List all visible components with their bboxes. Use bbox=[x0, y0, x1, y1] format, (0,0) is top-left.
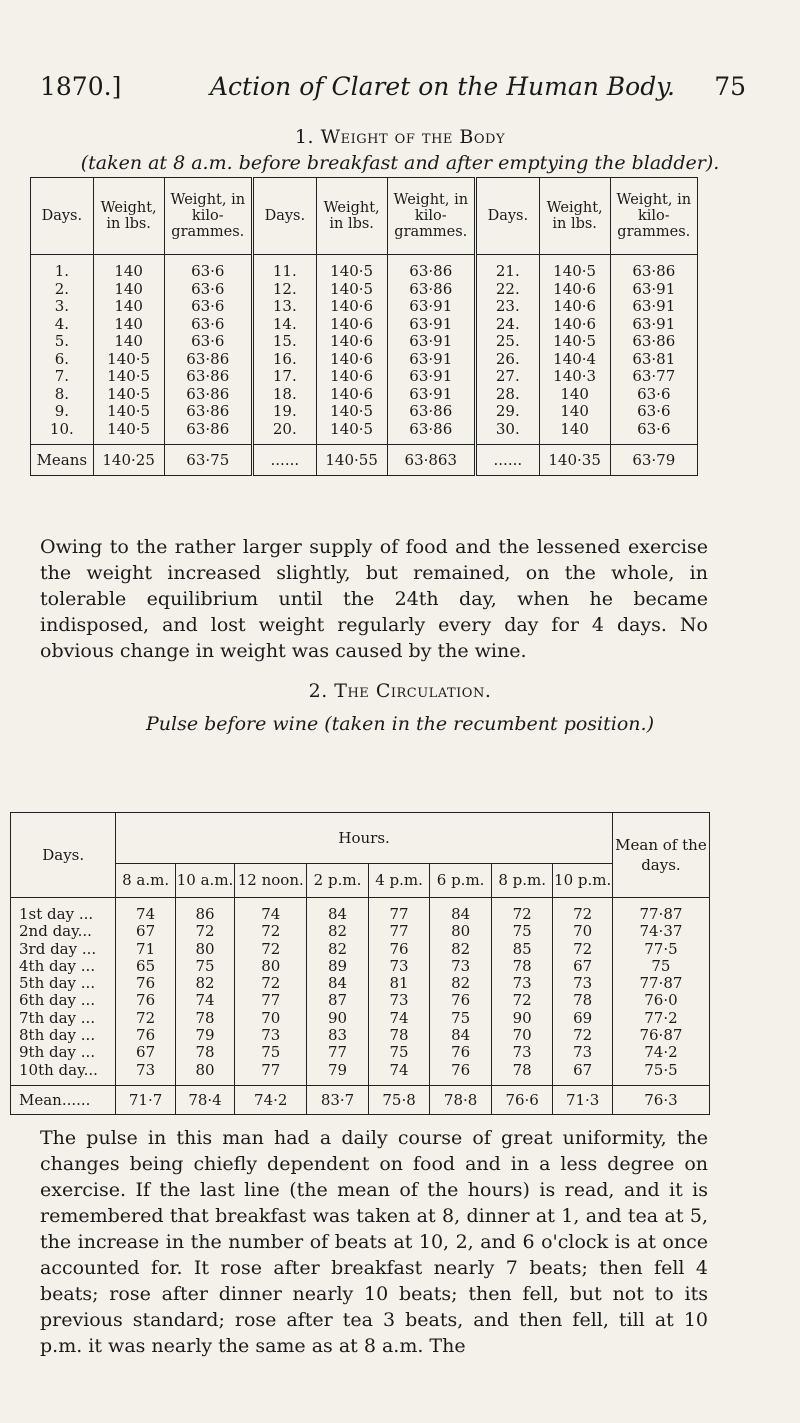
col-header-mean: Mean of the days. bbox=[612, 813, 709, 898]
mean-6pm: 78·8 bbox=[430, 1085, 492, 1114]
weight-body-row bbox=[31, 255, 698, 445]
col-header-kg: Weight, in kilo-grammes. bbox=[164, 178, 252, 255]
mean-of-days-list: 77·87 74·37 77·5 75 77·87 76·0 77·2 76·87 74·2 75·5 bbox=[612, 898, 709, 1086]
col-header-hours: Hours. bbox=[116, 813, 613, 864]
col-header-lbs: Weight, in lbs. bbox=[93, 178, 164, 255]
kg-list: 63·6 63·6 63·6 63·6 63·6 63·86 63·86 63·86 63·86 63·86 bbox=[164, 255, 252, 445]
mean-kg: 63·79 bbox=[610, 445, 697, 476]
days-list: 1st day ... 2nd day... 3rd day ... 4th day ... 5th day ... 6th day ... 7th day ... 8th day ... 9th day ... 10th day... bbox=[11, 898, 116, 1086]
mean-8am: 71·7 bbox=[116, 1085, 175, 1114]
means-label: Means bbox=[31, 445, 94, 476]
col-header-days: Days. bbox=[11, 813, 116, 898]
hour-6pm: 6 p.m. bbox=[430, 863, 492, 897]
mean-label: Mean...... bbox=[11, 1085, 116, 1114]
days-list: 1. 2. 3. 4. 5. 6. 7. 8. 9. 10. bbox=[31, 255, 94, 445]
mean-overall: 76·3 bbox=[612, 1085, 709, 1114]
section1-title: 1. Weight of the Body bbox=[294, 126, 506, 148]
hour-4pm: 4 p.m. bbox=[368, 863, 430, 897]
pulse-10am-list: 86 72 80 75 82 74 78 79 78 80 bbox=[175, 898, 234, 1086]
kg-list: 63·86 63·86 63·91 63·91 63·91 63·91 63·91 63·91 63·86 63·86 bbox=[387, 255, 475, 445]
weight-header-row bbox=[31, 178, 698, 255]
pulse-8am-list: 74 67 71 65 76 76 72 76 67 73 bbox=[116, 898, 175, 1086]
pulse-12noon-list: 74 72 72 80 72 77 70 73 75 77 bbox=[235, 898, 307, 1086]
col-header-kg: Weight, in kilo-grammes. bbox=[610, 178, 697, 255]
hour-8am: 8 a.m. bbox=[116, 863, 175, 897]
mean-lbs: 140·55 bbox=[316, 445, 387, 476]
pulse-header-row-2 bbox=[11, 863, 710, 897]
section1-subtitle: (taken at 8 a.m. before breakfast and after emptying the bladder). bbox=[80, 152, 720, 174]
pulse-10pm-list: 72 70 72 67 73 78 69 72 73 67 bbox=[553, 898, 612, 1086]
means-label: ...... bbox=[252, 445, 316, 476]
kg-list: 63·86 63·91 63·91 63·91 63·86 63·81 63·77 63·6 63·6 63·6 bbox=[610, 255, 697, 445]
mean-4pm: 75·8 bbox=[368, 1085, 430, 1114]
pulse-table bbox=[10, 812, 710, 1115]
weight-table bbox=[30, 177, 698, 476]
pulse-mean-row bbox=[11, 1085, 710, 1114]
running-title: Action of Claret on the Human Body. bbox=[210, 72, 675, 101]
mean-10am: 78·4 bbox=[175, 1085, 234, 1114]
pulse-6pm-list: 84 80 82 73 82 76 75 84 76 76 bbox=[430, 898, 492, 1086]
weight-means-row bbox=[31, 445, 698, 476]
col-header-lbs: Weight, in lbs. bbox=[539, 178, 610, 255]
mean-kg: 63·863 bbox=[387, 445, 475, 476]
hour-8pm: 8 p.m. bbox=[491, 863, 553, 897]
hour-2pm: 2 p.m. bbox=[307, 863, 369, 897]
page-header bbox=[40, 72, 746, 106]
page-number: 75 bbox=[714, 72, 746, 101]
mean-2pm: 83·7 bbox=[307, 1085, 369, 1114]
mean-lbs: 140·35 bbox=[539, 445, 610, 476]
col-header-lbs: Weight, in lbs. bbox=[316, 178, 387, 255]
col-header-days: Days. bbox=[31, 178, 94, 255]
lbs-list: 140·5 140·6 140·6 140·6 140·5 140·4 140·3 140 140 140 bbox=[539, 255, 610, 445]
section2-subtitle: Pulse before wine (taken in the recumbent position.) bbox=[146, 713, 654, 735]
paragraph-pulse: The pulse in this man had a daily course of great uniformity, the changes being chiefly dependent on food and in a less degree on exercise. If the last line (the mean of the hours) is read, and it is remembered that breakfast was taken at 8, dinner at 1, and tea at 5, the increase in the number of beats at 10, 2, and 6 o'clock is at once accounted for. It rose after breakfast nearly 7 beats; then fell 4 beats; rose after dinner nearly 10 beats; then fell, but not to its previous standard; rose after tea 3 beats, and then fell, till at 10 p.m. it was nearly the same as at 8 a.m. The bbox=[40, 1127, 708, 1357]
mean-8pm: 76·6 bbox=[491, 1085, 553, 1114]
col-header-days: Days. bbox=[252, 178, 316, 255]
hour-10am: 10 a.m. bbox=[175, 863, 234, 897]
section2-title: 2. The Circulation. bbox=[308, 680, 492, 702]
hour-12noon: 12 noon. bbox=[235, 863, 307, 897]
lbs-list: 140·5 140·5 140·6 140·6 140·6 140·6 140·6 140·6 140·5 140·5 bbox=[316, 255, 387, 445]
header-year: 1870.] bbox=[40, 72, 122, 101]
pulse-body-row bbox=[11, 898, 710, 1086]
paragraph-weight: Owing to the rather larger supply of food and the lessened exercise the weight increased slightly, but remained, on the whole, in tolerable equilibrium until the 24th day, when he became indisposed, and lost weight regularly every day for 4 days. No obvious change in weight was caused by the wine. bbox=[40, 536, 708, 662]
days-list: 21. 22. 23. 24. 25. 26. 27. 28. 29. 30. bbox=[475, 255, 539, 445]
col-header-days: Days. bbox=[475, 178, 539, 255]
hour-10pm: 10 p.m. bbox=[553, 863, 612, 897]
mean-kg: 63·75 bbox=[164, 445, 252, 476]
lbs-list: 140 140 140 140 140 140·5 140·5 140·5 140·5 140·5 bbox=[93, 255, 164, 445]
mean-12noon: 74·2 bbox=[235, 1085, 307, 1114]
pulse-2pm-list: 84 82 82 89 84 87 90 83 77 79 bbox=[307, 898, 369, 1086]
mean-lbs: 140·25 bbox=[93, 445, 164, 476]
pulse-header-row-1 bbox=[11, 813, 710, 864]
days-list: 11. 12. 13. 14. 15. 16. 17. 18. 19. 20. bbox=[252, 255, 316, 445]
pulse-8pm-list: 72 75 85 78 73 72 90 70 73 78 bbox=[491, 898, 553, 1086]
mean-10pm: 71·3 bbox=[553, 1085, 612, 1114]
pulse-4pm-list: 77 77 76 73 81 73 74 78 75 74 bbox=[368, 898, 430, 1086]
col-header-kg: Weight, in kilo-grammes. bbox=[387, 178, 475, 255]
means-label: ...... bbox=[475, 445, 539, 476]
